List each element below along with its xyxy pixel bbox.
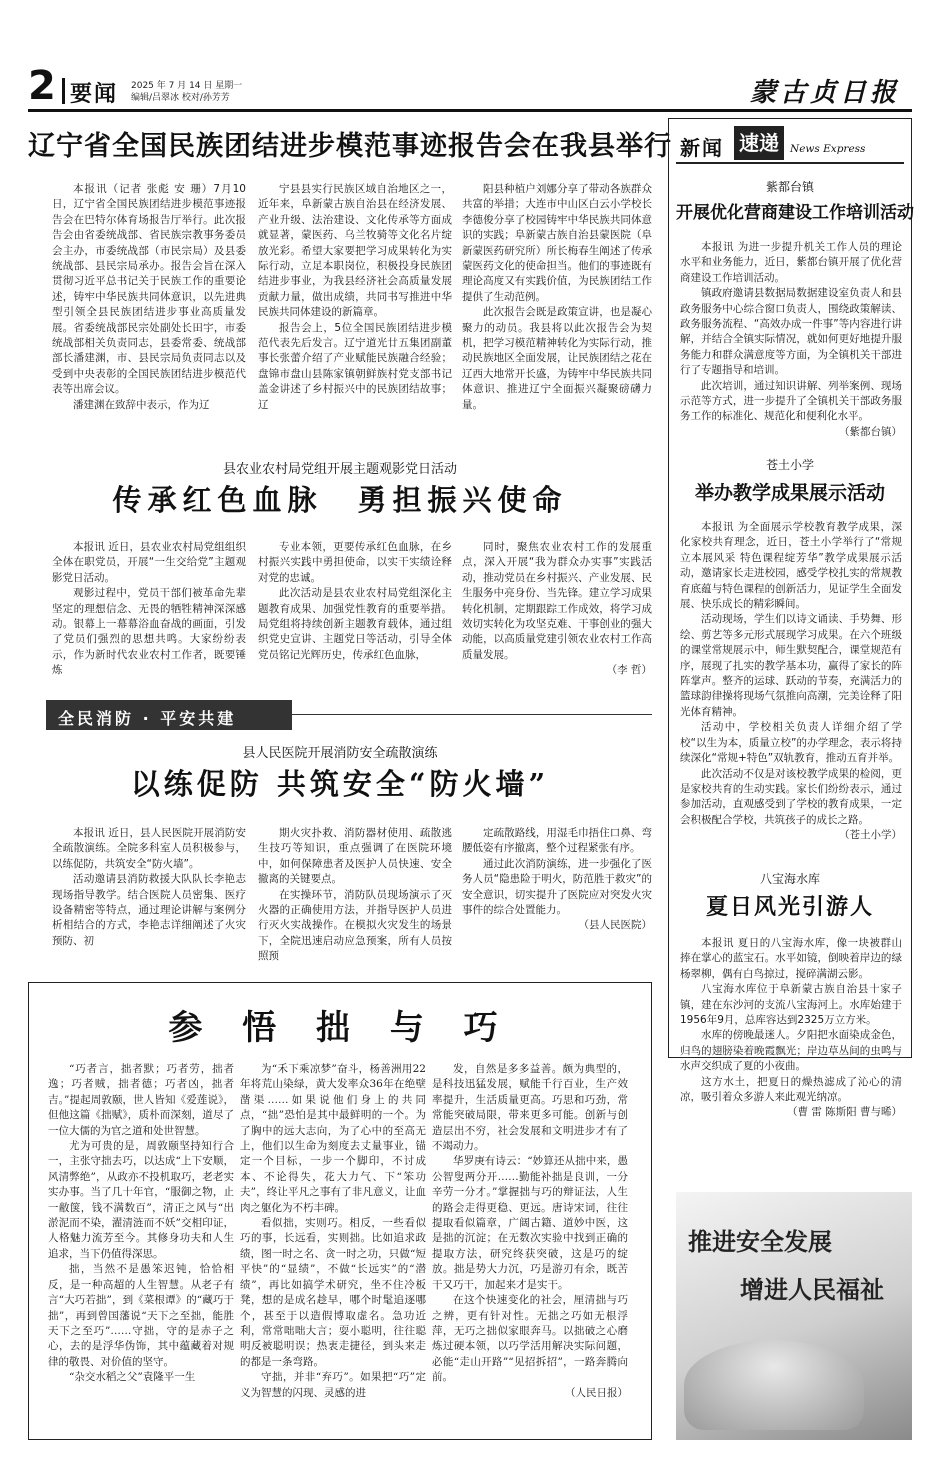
paragraph: 看似拙，实则巧。相反，一些看似巧的事，长远看，实则拙。比如追求政绩，图一时之名、贪一时之功，只做“短平快”的“显绩”，不做“长远实”的“潜绩”，再比如搞学术研究，坐不住冷板凳，想的是成名趁早，哪个时髦追逐哪个，甚至于以造假博取虚名。急功近利，常常咄咄大言；耍小聪明，往往聪明反被聪明误；热衷走捷径，到头来走的都是一条弯路。: [240, 1217, 426, 1368]
masthead-rule: [28, 109, 912, 112]
news-express-title: 新闻: [680, 136, 724, 160]
paragraph: 潘建渊在致辞中表示，作为辽: [73, 398, 210, 411]
paragraph: 活动中，学校相关负责人详细介绍了学校“以生为本，质量立校”的办学理念，表示将持续深化“常规+特色”双轨教育，推动五育并举。: [680, 721, 902, 765]
paragraph: “杂交水稻之父”袁隆平一生: [69, 1371, 196, 1384]
zitai-body: [680, 240, 902, 438]
byline: （人民日报）: [565, 1386, 628, 1399]
paragraph: 期火灾扑救、消防器材使用、疏散逃生技巧等知识，重点强调了在医院环境中，如何保障患者及医护人员快速、安全撤离的关键要点。: [258, 827, 452, 886]
paragraph: 阳县种植户刘娜分享了带动各族群众共富的举措；大连市中山区白云小学校长李德俊分享了校园铸牢中华民族共同体意识的实践；阜新蒙古族自治县蒙医院（阜新蒙医药研究所）所长梅春生阐述了传承蒙医药文化的使命担当。他们的事迹既有理论高度又有实践价值，为民族团结工作提供了生动范例。: [462, 183, 652, 303]
fire-col-1: [52, 826, 246, 968]
paragraph: 镇政府邀请县数据局数据建设室负责人和县政务服务中心综合窗口负责人，围绕政策解读、政务服务流程、“高效办成一件事”等内容进行讲解，并结合全镇实际情况，就如何更好地提升服务能力和群众满意度等方面，为全镇机关干部进行了专题指导和培训。: [680, 287, 902, 377]
fire-col-2: [258, 826, 452, 968]
ad-slogan-line-1: 推进安全发展: [688, 1228, 832, 1256]
cangshi-body: [680, 520, 902, 856]
paragraph: 在这个快速变化的社会，厘清拙与巧之辨，更有针对性。无拙之巧如无根浮萍，无巧之拙似家眼奔马。以拙破之心磨炼过硬本领，以巧学活用解决实际问题，必能“走山开路”“见招拆招”，一路奔腾向前。: [432, 1294, 628, 1384]
paragraph: 定疏散路线，用湿毛巾捂住口鼻、弯腰低姿有序撤离，整个过程紧张有序。: [462, 827, 652, 855]
babao-headline: 夏日风光引游人: [705, 894, 874, 920]
byline: （县人民医院）: [578, 919, 652, 932]
paragraph: 此次报告会既是政策宣讲，也是凝心聚力的动员。我县将以此次报告会为契机，把学习模范精神转化为实际行动，推动民族地区全面发展，让民族团结之花在辽西大地常开长盛，为铸牢中华民族共同体意识、推进辽宁全面振兴凝聚磅礴力量。: [462, 306, 652, 411]
news-express-title-box: 速递: [734, 126, 784, 160]
paragraph: 专业本领，更要传承红色血脉，在乡村振兴实践中勇担使命，以实干实绩诠释对党的忠诚。: [258, 541, 452, 584]
lead-headline: 辽宁省全国民族团结进步模范事迹报告会在我县举行: [28, 131, 672, 162]
paper-name-logo: 蒙古贞日报: [749, 78, 900, 108]
paragraph: 通过此次消防演练，进一步强化了医务人员“隐患险于明火，防范胜于救灾”的安全意识，切实提升了医院应对突发火灾事件的综合处置能力。: [462, 857, 652, 917]
fire-headline: 以练促防 共筑安全“防火墙”: [130, 767, 550, 801]
paragraph: 本报讯 近日，县农业农村局党组组织全体在职党员，开展“一生交给党”主题观影党日活动。: [52, 541, 246, 584]
paragraph: 发，自然是多多益善。颇为典型的，是科技迅猛发展，赋能千行百业，生产效率提升，生活质量更高。巧思和巧劲，常常能突破局限，带来更多可能。创新与创造层出不穷，社会发展和文明进步才有了不竭动力。: [432, 1063, 628, 1153]
page-number: 2: [28, 63, 56, 109]
paragraph: 此次培训，通过知识讲解、列举案例、现场示范等方式，进一步提升了全镇机关干部政务服务工作的标准化、规范化和便利化水平。: [680, 379, 902, 423]
paragraph: 同时，聚焦农业农村工作的发展重点，深入开展“我为群众办实事”实践活动，推动党员在乡村振兴、产业发展、民生服务中亮身份、当先锋。建立学习成果转化机制，定期跟踪工作成效，将学习成效切实转化为攻坚克难、干事创业的强大动能，以高质量党建引领农业农村工作高质量发展。: [462, 541, 652, 661]
babao-body: [680, 936, 902, 1146]
paragraph: 活动邀请县消防救援大队队长李艳志现场指导教学。结合医院人员密集、医疗设备精密等特点，通过理论讲解与案例分析相结合的方式，李艳志详细阐述了火灾预防、初: [52, 873, 246, 947]
paragraph: 华罗庚有诗云：“妙算还从拙中来，愚公智叟两分开……勤能补拙是良训，一分辛劳一分才。”掌握拙与巧的辩证法，人生的路会走得更稳、更远。唐诗宋词，往往提取看似篇章，广阔古籍、道妙中医，这是拙的沉淀；在无数次实验中找到正确的提取方法，研究终获突破，这是巧的绽放。拙是势大力沉，巧是游刃有余，既苦干又巧干，加起来才是实干。: [432, 1155, 628, 1291]
banner-rule: [292, 714, 652, 715]
byline: （紫都台镇）: [839, 425, 902, 438]
paragraph: 活动现场，学生们以诗文诵读、手势舞、形绘、剪艺等多元形式展现学习成果。在六个班级的课堂常规展示中，师生默契配合，课堂规范有序，展现了扎实的教学基本功，赢得了家长的阵阵掌声。整齐的运球、跃动的节奏，充满活力的篮球韵律操将现场气氛推向高潮，完美诠释了阳光体育精神。: [680, 613, 902, 718]
paragraph: “巧者言，拙者默；巧者劳，拙者逸；巧者贼，拙者德；巧者凶，拙者吉。”提起周敦颐，世人皆知《爱莲说》，但他这篇《拙赋》，质朴而深刻，道尽了一位大儒的为官之道和处世智慧。: [48, 1063, 234, 1137]
paragraph: 为“禾下乘凉梦”奋斗，杨善洲用22年将荒山染绿，黄大发率众36年在绝壁凿渠……如果说他们身上的共同点，“拙”恐怕是其中最鲜明的一个。为了胸中的远大志向，为了心中的至高无上，他们以生命为刻度去丈量事业，锚定一个目标，一步一个脚印，不讨成本、不论得失，花大力气、下“笨功夫”，终让平凡之事有了非凡意义，让血肉之躯化为不朽丰碑。: [240, 1063, 426, 1214]
paragraph: 此次活动不仅是对该校教学成果的检阅，更是家校共育的生动实践。家长们纷纷表示，通过参加活动，直观感受到了学校的教育成果，一定会积极配合学校，共筑孩子的成长之路。: [680, 767, 902, 826]
paragraph: 尤为可贵的是，周敦颐坚持知行合一，主张守拙去巧，以达成“上下安顺，风清弊绝”，从政亦不投机取巧，老老实实办事。当了几十年官，“服御之物，止一敝箧，钱不满数百”，清正之风与“出淤泥而不染，濯清涟而不妖”交相印证，人格魅力流芳至今。其修身功夫和人生追求，当下仍值得深思。: [48, 1140, 234, 1260]
farm-headline: 传承红色血脉 勇担振兴使命: [112, 483, 568, 517]
farm-kicker: 县农业农村局党组开展主题观影党日活动: [222, 462, 457, 477]
cangshi-kicker: 苍土小学: [765, 458, 814, 472]
lead-col-1: [52, 182, 246, 440]
farm-col-2: [258, 540, 452, 680]
section-name: 要闻: [70, 82, 119, 107]
paragraph: 在实操环节，消防队员现场演示了灭火器的正确使用方法，并指导医护人员进行灭火实战操作。在模拟火灾发生的场景下，全院迅速启动应急预案，所有人员按照预: [258, 888, 452, 963]
lead-col-2: [258, 182, 452, 440]
paragraph: 此次活动是县农业农村局党组深化主题教育成果、加强党性教育的重要举措。局党组将持续创新主题教育载体，通过组织党史宣讲、主题党日等活动，引导全体党员铭记光辉历史，传承红色血脉，: [258, 587, 452, 661]
masthead-divider: [62, 78, 65, 104]
paragraph: 水库的傍晚最迷人。夕阳把水面染成金色，归鸟的翅膀染着晚霞飘光；岸边草丛间的虫鸣与水声交织成了夏的小夜曲。: [680, 1029, 902, 1073]
paragraph: 本报讯 为进一步提升机关工作人员的理论水平和业务能力，近日，紫都台镇开展了优化营商建设工作培训活动。: [680, 241, 902, 284]
paragraph: 拙，当然不是愚笨迟钝，恰恰相反，是一种高超的人生智慧。从老子有言“大巧若拙”，到《菜根谭》的“藏巧于拙”，再到曾国藩说“天下之至拙，能胜天下之至巧”……守拙，守的是赤子之心，去的是浮华伪饰，其中蕴藏着对规律的敬畏、对价值的坚守。: [48, 1263, 234, 1368]
zitai-kicker: 紫都台镇: [765, 180, 814, 194]
lead-col-3: [462, 182, 652, 440]
cangshi-headline: 举办教学成果展示活动: [694, 482, 885, 504]
farm-col-1: [52, 540, 246, 680]
date-line: 2025 年 7 月 14 日 星期一: [131, 81, 243, 91]
essay-headline: 参 悟 拙 与 巧: [168, 1008, 512, 1048]
byline: （苍土小学）: [839, 829, 902, 842]
byline: （曹 雷 陈斯阳 曹与晞）: [786, 1106, 902, 1119]
hand-illustration: [684, 1340, 864, 1430]
essay-col-1: [48, 1062, 234, 1434]
news-express-english: News Express: [790, 143, 866, 155]
masthead-info: [131, 80, 242, 104]
editor-line: 编辑/吕翠冰 校对/孙芳芳: [131, 93, 230, 103]
paragraph: 本报讯 为全面展示学校教育教学成果，深化家校共育理念，近日，苍土小学举行了“常规立本展风采 特色课程绽芳华”教学成果展示活动，邀请家长走进校园，感受学校扎实的常规教育底蕴与特色课程的创新活力，见证学生全面发展、快乐成长的精彩瞬间。: [680, 521, 902, 611]
fire-col-3: [462, 826, 652, 968]
paragraph: 本报讯 夏日的八宝海水库，像一块被群山捧在掌心的蓝宝石。水平如镜，倒映着岸边的绿杨翠柳，偶有白鸟掠过，搅碎满湖云影。: [680, 937, 902, 980]
paragraph: 观影过程中，党员干部们被革命先辈坚定的理想信念、无畏的牺牲精神深深感动。银幕上一幕幕浴血奋战的画面，引发了党员们强烈的思想共鸣。大家纷纷表示，作为新时代农业农村工作者，既要锤炼: [52, 587, 246, 677]
byline: （李 哲）: [606, 664, 652, 677]
paragraph: 宁县县实行民族区域自治地区之一，近年来，阜新蒙古族自治县在经济发展、产业升级、法治建设、文化传承等方面成就显著，蒙医药、乌兰牧骑等文化名片绽放光彩。希望大家要把学习成果转化为实际行动，立足本职岗位，积极投身民族团结进步事业，为我县经济社会高质量发展贡献力量，做出成绩，共同书写推进中华民族共同体建设的新篇章。: [258, 183, 452, 319]
farm-col-3: [462, 540, 652, 680]
paragraph: 这方水土，把夏日的燥热滤成了沁心的清凉，吸引着众多游人来此观光纳凉。: [680, 1075, 902, 1104]
paragraph: 报告会上，5位全国民族团结进步模范代表先后发言。辽宁道光廿五集团副董事长张蕾介绍了产业赋能民族融合经验；盘锦市盘山县陈家镇朝鲜族村党支部书记盖金讲述了乡村振兴中的民族团结故事；辽: [258, 321, 452, 411]
paragraph: 本报讯（记者 张彪 安 珊）7月10日，辽宁省全国民族团结进步模范事迹报告会在巴特尔体育场报告厅举行。此次报告会由省委统战部、省民族宗教事务委员会主办，市委统战部（市民宗局）及县委统战部、县民宗局承办。报告会旨在深入贯彻习近平总书记关于民族工作的重要论述，铸牢中华民族共同体意识，以先进典型引领全县民族团结进步事业高质量发展。省委统战部民宗处副处长田宇，市委统战部相关负责同志，县委常委、统战部部长潘建渊，市、县民宗局负责同志以及受到中央表彰的全国民族团结进步模范代表等出席会议。: [52, 183, 246, 396]
essay-col-3: [432, 1062, 628, 1434]
essay-col-2: [240, 1062, 426, 1434]
section-banner-text: 全民消防 · 平安共建: [58, 709, 237, 728]
fire-kicker: 县人民医院开展消防安全疏散演练: [242, 746, 438, 761]
zitai-headline: 开展优化营商建设工作培训活动: [676, 203, 914, 223]
paragraph: 守拙，并非“弃巧”。如果把“巧”定义为智慧的闪现、灵感的进: [240, 1371, 426, 1399]
paragraph: 八宝海水库位于阜新蒙古族自治县十家子镇，建在东沙河的支流八宝海河上。水库始建于1956年9月，总库容达到2325万立方米。: [680, 983, 902, 1027]
ad-slogan-line-2: 增进人民福祉: [740, 1276, 884, 1304]
paragraph: 本报讯 近日，县人民医院开展消防安全疏散演练。全院多科室人员积极参与，以练促防，共筑安全“防火墙”。: [52, 827, 246, 870]
babao-kicker: 八宝海水库: [759, 872, 820, 886]
